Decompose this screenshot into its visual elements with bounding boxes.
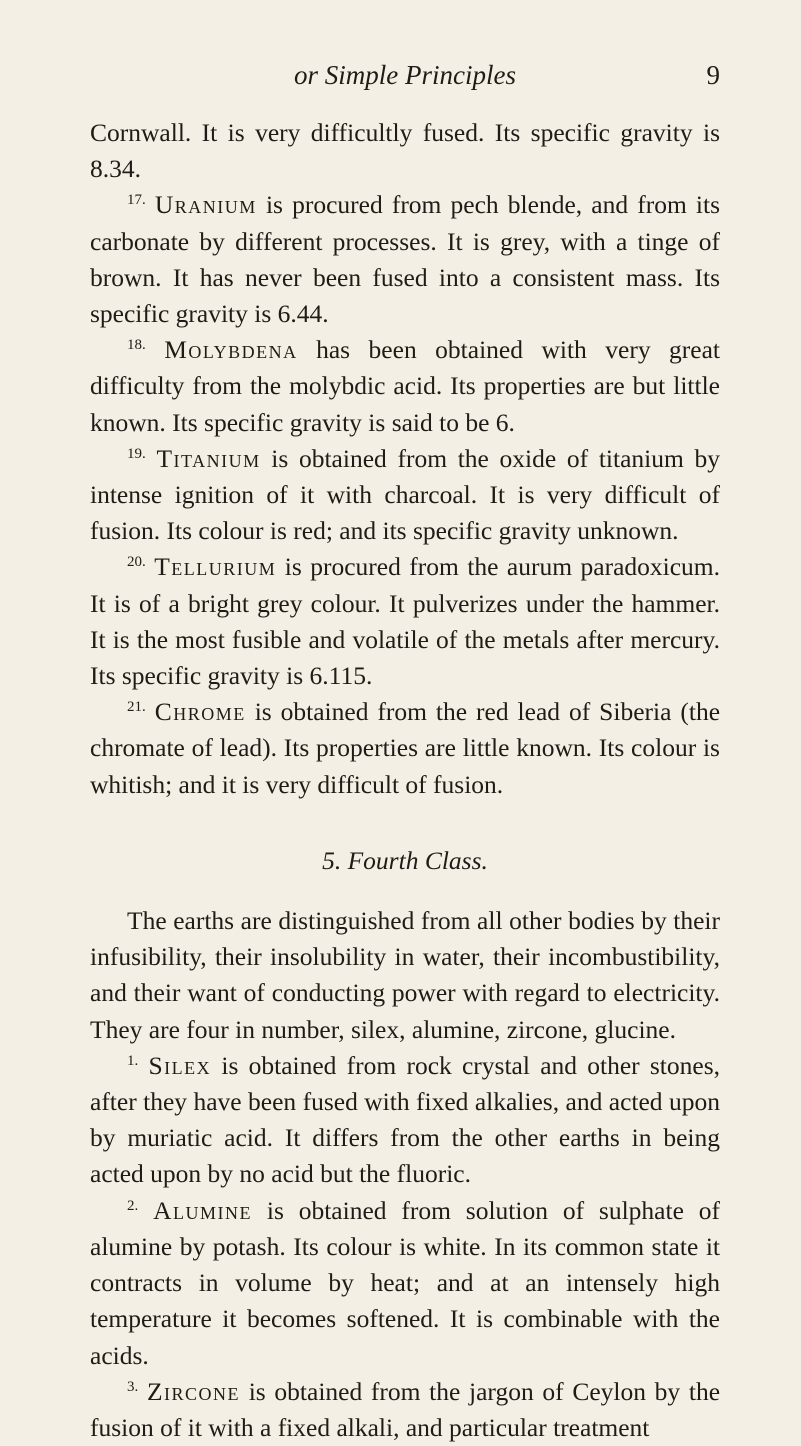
entry-text: is obtained from the oxide of titanium by intense ignition of it with charcoal. It is very difficult of fusion. Its colour is red; and its specific gravity unknown. (90, 443, 721, 546)
opening-paragraph: Cornwall. It is very difficultly fused. Its specific gravity is 8.34. (90, 118, 720, 184)
entry-name: Alumine (153, 1195, 253, 1225)
entry-text: has been obtained with very great difficulty from the molybdic acid. Its properties are but little known. Its specific gravity is said to be 6. (90, 335, 721, 437)
entry-number: 17. (127, 192, 146, 209)
entry-name: Tellurium (154, 552, 277, 582)
entry-number: 20. (127, 554, 146, 571)
body-text (90, 115, 720, 1446)
entry-name: Zircone (146, 1376, 241, 1406)
running-title: or Simple Principles (294, 60, 516, 90)
entry-number: 21. (127, 699, 146, 716)
entry-number: 3. (127, 1378, 139, 1395)
entry-text: is obtained from solution of sulphate of alumine by potash. Its colour is white. In its common state it contracts in volume by heat; and at an intensely high temperature it becomes softened. It is combinable with the acids. (90, 1195, 720, 1370)
intro-paragraph: The earths are distinguished from all other bodies by their infusibility, their insolubility in water, their incombustibility, and their want of conducting power with regard to electricity. They are four in number, silex, alumine, zircone, glucine. (90, 906, 720, 1044)
entry-chrome (90, 694, 720, 803)
entry-alumine (90, 1193, 720, 1374)
page-number: 9 (706, 60, 720, 90)
entry-tellurium (90, 549, 720, 694)
entry-titanium (90, 441, 720, 550)
entry-text: is procured from the aurum paradoxicum. It is of a bright grey colour. It pulverizes under the hammer. It is the most fusible and volatile of the metals after mercury. Its specific gravity is 6.115. (90, 552, 721, 691)
entry-name: Silex (148, 1050, 212, 1080)
entry-text: is procured from pech blende, and from its carbonate by different processes. It is grey, with a tinge of brown. It has never been fused into a consistent mass. Its specific gravity is 6.44. (90, 190, 720, 329)
entry-number: 2. (127, 1197, 139, 1214)
entry-name: Uranium (154, 190, 257, 220)
section-heading: 5. Fourth Class. (322, 845, 488, 875)
entry-text: is obtained from rock crystal and other stones, after they have been fused with fixed alkalies, and acted upon by muriatic acid. It differs from the other earths in being acted upon by no acid but the fluoric. (90, 1050, 720, 1189)
entry-name: Titanium (156, 443, 261, 473)
entry-name: Molybdena (164, 335, 298, 365)
entry-zircone (90, 1374, 720, 1446)
entry-name: Chrome (154, 697, 246, 727)
entry-number: 19. (127, 445, 146, 462)
page-header (90, 60, 720, 100)
entry-number: 18. (127, 337, 146, 354)
entry-number: 1. (127, 1052, 139, 1069)
entry-silex (90, 1048, 720, 1193)
entry-uranium (90, 187, 720, 332)
entry-text: is obtained from the red lead of Siberia (the chromate of lead). Its properties are little known. Its colour is whitish; and it is very difficult of fusion. (90, 697, 721, 799)
entry-molybdena (90, 332, 720, 441)
entry-text: is obtained from the jargon of Ceylon by the fusion of it with a fixed alkali, and particular treatment (90, 1376, 721, 1442)
